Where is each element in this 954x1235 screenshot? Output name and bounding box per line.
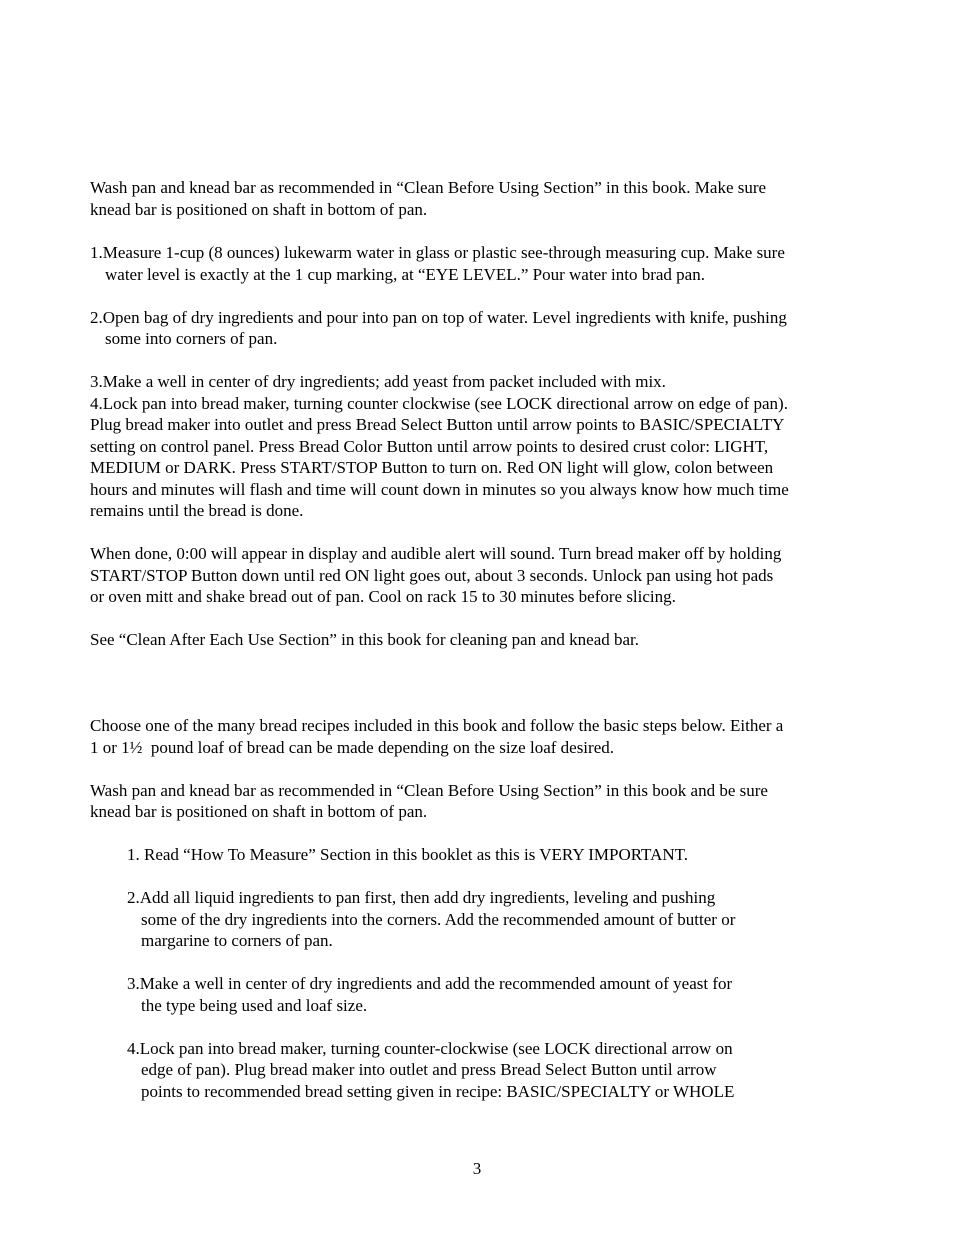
mix-step-4-line-5: hours and minutes will flash and time will count down in minutes so you always know how much time <box>90 480 789 499</box>
recipes-intro-line-1: Choose one of the many bread recipes included in this book and follow the basic steps below. Either a <box>90 716 784 735</box>
when-done-line-1: When done, 0:00 will appear in display and audible alert will sound. Turn bread maker off by holding <box>90 544 782 563</box>
mix-step-1-line-1: 1.Measure 1-cup (8 ounces) lukewarm water in glass or plastic see-through measuring cup. Make sure <box>90 243 785 262</box>
mix-step-3-line-1: 3.Make a well in center of dry ingredients; add yeast from packet included with mix. <box>90 372 666 391</box>
mix-step-4-line-1: 4.Lock pan into bread maker, turning counter clockwise (see LOCK directional arrow on edge of pan). <box>90 394 788 413</box>
page-number: 3 <box>472 1159 482 1178</box>
recipe-step-2-line-3: margarine to corners of pan. <box>141 931 333 950</box>
mix-step-2-line-1: 2.Open bag of dry ingredients and pour into pan on top of water. Level ingredients with knife, pushing <box>90 308 787 327</box>
recipe-step-4-line-3: points to recommended bread setting given in recipe: BASIC/SPECIALTY or WHOLE <box>141 1082 735 1101</box>
recipe-step-4-line-2: edge of pan). Plug bread maker into outlet and press Bread Select Button until arrow <box>141 1060 717 1079</box>
recipes-intro-line-2: 1 or 1½ pound loaf of bread can be made depending on the size loaf desired. <box>90 738 614 757</box>
recipes-wash-line-2: knead bar is positioned on shaft in bottom of pan. <box>90 802 428 821</box>
recipes-wash-line-1: Wash pan and knead bar as recommended in “Clean Before Using Section” in this book and be sure <box>90 781 768 800</box>
recipe-step-2-line-1: 2.Add all liquid ingredients to pan first, then add dry ingredients, leveling and pushing <box>127 888 716 907</box>
intro-line-2: knead bar is positioned on shaft in bottom of pan. <box>90 200 428 219</box>
mix-step-2-line-2: some into corners of pan. <box>105 329 278 348</box>
mix-step-4-line-6: remains until the bread is done. <box>90 501 304 520</box>
mix-step-4-line-3: setting on control panel. Press Bread Color Button until arrow points to desired crust color: LIGHT, <box>90 437 769 456</box>
mix-step-4-line-4: MEDIUM or DARK. Press START/STOP Button to turn on. Red ON light will glow, colon between <box>90 458 774 477</box>
recipe-step-3-line-1: 3.Make a well in center of dry ingredients and add the recommended amount of yeast for <box>127 974 733 993</box>
mix-step-1-line-2: water level is exactly at the 1 cup marking, at “EYE LEVEL.” Pour water into brad pan. <box>105 265 705 284</box>
mix-step-4-line-2: Plug bread maker into outlet and press Bread Select Button until arrow points to BASIC/SPECIALTY <box>90 415 785 434</box>
when-done-line-3: or oven mitt and shake bread out of pan. Cool on rack 15 to 30 minutes before slicing. <box>90 587 676 606</box>
recipe-step-1-line-1: 1. Read “How To Measure” Section in this booklet as this is VERY IMPORTANT. <box>127 845 688 864</box>
recipe-step-2-line-2: some of the dry ingredients into the corners. Add the recommended amount of butter or <box>141 910 736 929</box>
recipe-step-4-line-1: 4.Lock pan into bread maker, turning counter-clockwise (see LOCK directional arrow on <box>127 1039 733 1058</box>
intro-line-1: Wash pan and knead bar as recommended in “Clean Before Using Section” in this book. Make sure <box>90 178 767 197</box>
see-clean-line-1: See “Clean After Each Use Section” in this book for cleaning pan and knead bar. <box>90 630 640 649</box>
when-done-line-2: START/STOP Button down until red ON light goes out, about 3 seconds. Unlock pan using hot pads <box>90 566 774 585</box>
recipe-step-3-line-2: the type being used and loaf size. <box>141 996 368 1015</box>
